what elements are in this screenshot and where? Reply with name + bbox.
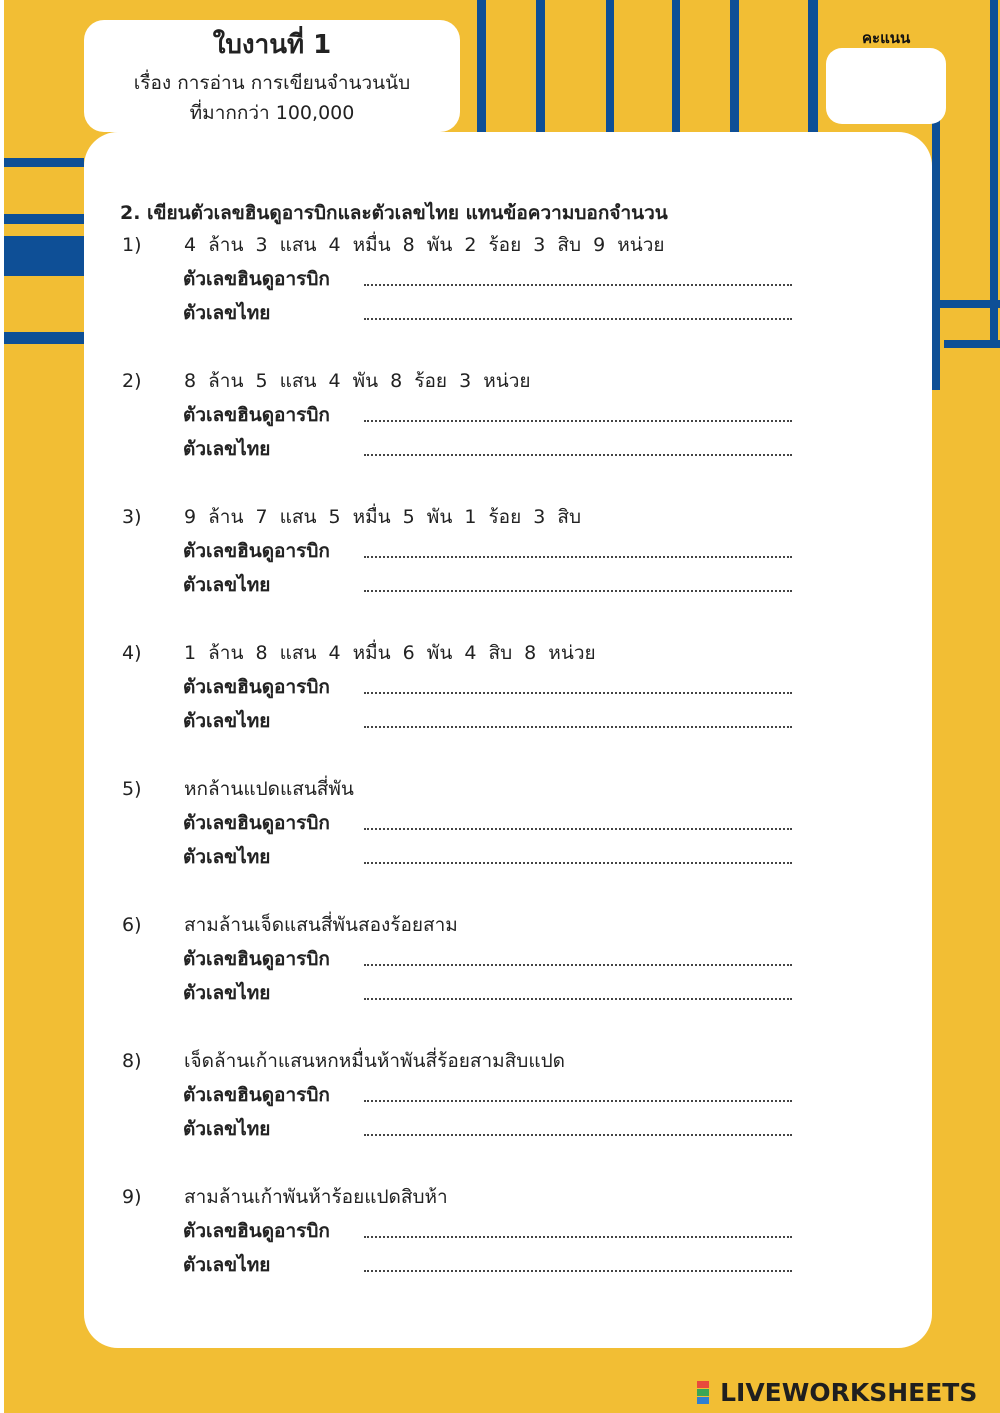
worksheet-subtitle-line2: ที่มากกว่า 100,000 — [189, 102, 355, 124]
hindu-arabic-label: ตัวเลขฮินดูอารบิก — [183, 540, 330, 562]
decor-stripe — [730, 0, 739, 132]
hindu-arabic-label: ตัวเลขฮินดูอารบิก — [183, 268, 330, 290]
thai-numeral-label: ตัวเลขไทย — [183, 710, 271, 732]
hindu-arabic-answer-field[interactable] — [364, 556, 792, 558]
logo-text: LIVEWORKSHEETS — [720, 1378, 978, 1407]
score-box — [826, 48, 946, 124]
hindu-arabic-label: ตัวเลขฮินดูอารบิก — [183, 1220, 330, 1242]
question-prompt: เจ็ดล้านเก้าแสนหกหมื่นห้าพันสี่ร้อยสามสิบแปด — [184, 1050, 565, 1072]
thai-numeral-label: ตัวเลขไทย — [183, 1118, 271, 1140]
question-prompt: 4 ล้าน 3 แสน 4 หมื่น 8 พัน 2 ร้อย 3 สิบ 9 หน่วย — [184, 234, 665, 256]
thai-numeral-answer-field[interactable] — [364, 998, 792, 1000]
liveworksheets-logo — [697, 1378, 977, 1410]
question-item — [0, 232, 1000, 342]
thai-numeral-answer-field[interactable] — [364, 862, 792, 864]
thai-numeral-answer-field[interactable] — [364, 1270, 792, 1272]
thai-numeral-label: ตัวเลขไทย — [183, 302, 271, 324]
question-number: 9) — [122, 1186, 142, 1208]
score-label: คะแนน — [862, 29, 911, 47]
question-prompt: สามล้านเจ็ดแสนสี่พันสองร้อยสาม — [184, 914, 458, 936]
logo-blocks-icon — [697, 1380, 713, 1405]
hindu-arabic-label: ตัวเลขฮินดูอารบิก — [183, 812, 330, 834]
question-prompt: 1 ล้าน 8 แสน 4 หมื่น 6 พัน 4 สิบ 8 หน่วย — [184, 642, 596, 664]
question-number: 6) — [122, 914, 142, 936]
hindu-arabic-answer-field[interactable] — [364, 420, 792, 422]
decor-stripe — [606, 0, 614, 132]
hindu-arabic-answer-field[interactable] — [364, 964, 792, 966]
question-item — [0, 504, 1000, 614]
decor-stripe — [477, 0, 486, 132]
hindu-arabic-label: ตัวเลขฮินดูอารบิก — [183, 404, 330, 426]
decor-stripe — [0, 158, 84, 167]
question-number: 3) — [122, 506, 142, 528]
question-number: 4) — [122, 642, 142, 664]
decor-stripe — [536, 0, 545, 132]
hindu-arabic-label: ตัวเลขฮินดูอารบิก — [183, 1084, 330, 1106]
thai-numeral-answer-field[interactable] — [364, 318, 792, 320]
thai-numeral-label: ตัวเลขไทย — [183, 982, 271, 1004]
hindu-arabic-answer-field[interactable] — [364, 828, 792, 830]
decor-stripe — [808, 0, 818, 132]
hindu-arabic-answer-field[interactable] — [364, 284, 792, 286]
question-number: 8) — [122, 1050, 142, 1072]
hindu-arabic-label: ตัวเลขฮินดูอารบิก — [183, 676, 330, 698]
hindu-arabic-answer-field[interactable] — [364, 692, 792, 694]
question-item — [0, 368, 1000, 478]
hindu-arabic-label: ตัวเลขฮินดูอารบิก — [183, 948, 330, 970]
question-item — [0, 912, 1000, 1022]
thai-numeral-answer-field[interactable] — [364, 590, 792, 592]
question-item — [0, 1184, 1000, 1294]
question-item — [0, 776, 1000, 886]
hindu-arabic-answer-field[interactable] — [364, 1236, 792, 1238]
thai-numeral-answer-field[interactable] — [364, 1134, 792, 1136]
question-number: 1) — [122, 234, 142, 256]
thai-numeral-label: ตัวเลขไทย — [183, 846, 271, 868]
title-card — [84, 20, 460, 132]
instruction-text: 2. เขียนตัวเลขฮินดูอารบิกและตัวเลขไทย แทนข้อความบอกจำนวน — [120, 202, 668, 224]
worksheet-subtitle-line1: เรื่อง การอ่าน การเขียนจำนวนนับ — [133, 72, 411, 94]
thai-numeral-answer-field[interactable] — [364, 726, 792, 728]
decor-stripe — [0, 214, 84, 224]
question-item — [0, 640, 1000, 750]
hindu-arabic-answer-field[interactable] — [364, 1100, 792, 1102]
question-prompt: 8 ล้าน 5 แสน 4 พัน 8 ร้อย 3 หน่วย — [184, 370, 531, 392]
question-number: 2) — [122, 370, 142, 392]
thai-numeral-answer-field[interactable] — [364, 454, 792, 456]
worksheet-title: ใบงานที่ 1 — [212, 30, 332, 60]
thai-numeral-label: ตัวเลขไทย — [183, 1254, 271, 1276]
question-prompt: 9 ล้าน 7 แสน 5 หมื่น 5 พัน 1 ร้อย 3 สิบ — [184, 506, 582, 528]
thai-numeral-label: ตัวเลขไทย — [183, 574, 271, 596]
question-item — [0, 1048, 1000, 1158]
thai-numeral-label: ตัวเลขไทย — [183, 438, 271, 460]
question-prompt: สามล้านเก้าพันห้าร้อยแปดสิบห้า — [184, 1186, 448, 1208]
decor-stripe — [672, 0, 680, 132]
question-number: 5) — [122, 778, 142, 800]
question-prompt: หกล้านแปดแสนสี่พัน — [184, 778, 354, 800]
